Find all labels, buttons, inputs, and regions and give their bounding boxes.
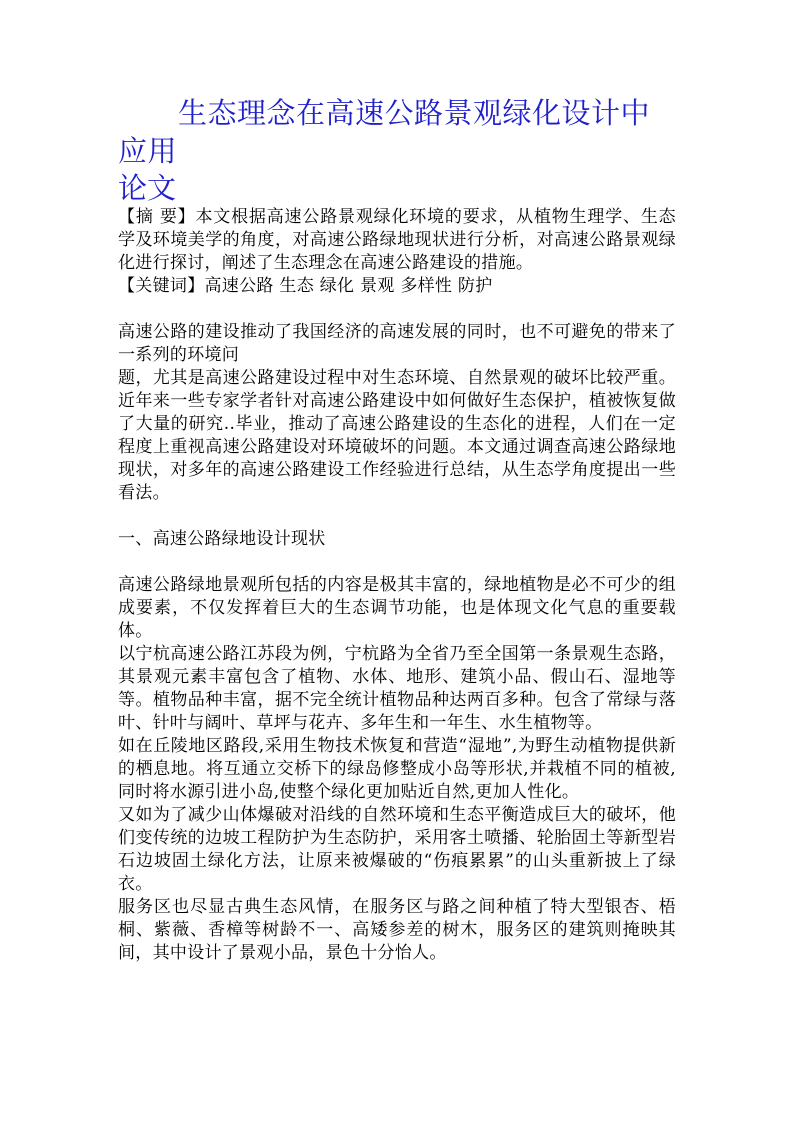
intro-paragraph-continued: 题，尤其是高速公路建设过程中对生态环境、自然景观的破坏比较严重。近年来一些专家学者针对高速公路建设中如何做好生态保护，植被恢复做了大量的研究..毕业，推动了高速公路建设的生态化的进程，人们在一定程度上重视高速公路建设对环境破坏的问题。本文通过调查高速公路绿地现状，对多年的高速公路建设工作经验进行总结，从生态学角度提出一些看法。	[118, 368, 676, 503]
section-paragraph: 高速公路绿地景观所包括的内容是极其丰富的，绿地植物是必不可少的组成要素，不仅发挥着巨大的生态调节功能，也是体现文化气息的重要载体。	[118, 575, 676, 641]
document-page	[118, 94, 676, 965]
section-paragraph: 又如为了减少山体爆破对沿线的自然环境和生态平衡造成巨大的破坏，他们变传统的边坡工程防护为生态防护，采用客土喷播、轮胎固土等新型岩石边坡固土绿化方法，让原来被爆破的“伤痕累累”的山头重新披上了绿衣。	[118, 805, 676, 894]
keywords-line: 【关键词】高速公路 生态 绿化 景观 多样性 防护	[118, 276, 493, 296]
spacer	[118, 298, 676, 321]
spacer	[118, 505, 676, 528]
spacer	[118, 551, 676, 574]
section-paragraph: 如在丘陵地区路段,采用生物技术恢复和营造“湿地”,为野生动植物提供新的栖息地。将互通立交桥下的绿岛修整成小岛等形状,并栽植不同的植被,同时将水源引进小岛,使整个绿化更加贴近自然,更加人性化。	[118, 736, 676, 802]
document-title: 生态理念在高速公路景观绿化设计中应用	[118, 96, 651, 168]
section-heading: 一、高速公路绿地设计现状	[118, 529, 326, 549]
document-title-continuation: 论文	[118, 171, 177, 205]
intro-paragraph-line1: 高速公路的建设推动了我国经济的高速发展的同时，也不可避免的带来了一系列的环境问	[118, 322, 676, 365]
section-paragraph: 以宁杭高速公路江苏段为例，宁杭路为全省乃至全国第一条景观生态路，其景观元素丰富包含了植物、水体、地形、建筑小品、假山石、湿地等等。植物品种丰富，据不完全统计植物品种达两百多种。包含了常绿与落叶、针叶与阔叶、草坪与花卉、多年生和一年生、水生植物等。	[118, 644, 676, 733]
section-paragraph: 服务区也尽显古典生态风情，在服务区与路之间种植了特大型银杏、梧桐、紫薇、香樟等树龄不一、高矮参差的树木，服务区的建筑则掩映其间，其中设计了景观小品，景色十分怡人。	[118, 897, 676, 963]
abstract-paragraph: 【摘 要】本文根据高速公路景观绿化环境的要求，从植物生理学、生态学及环境美学的角度，对高速公路绿地现状进行分析，对高速公路景观绿化进行探讨，阐述了生态理念在高速公路建设的措施。	[118, 207, 676, 273]
